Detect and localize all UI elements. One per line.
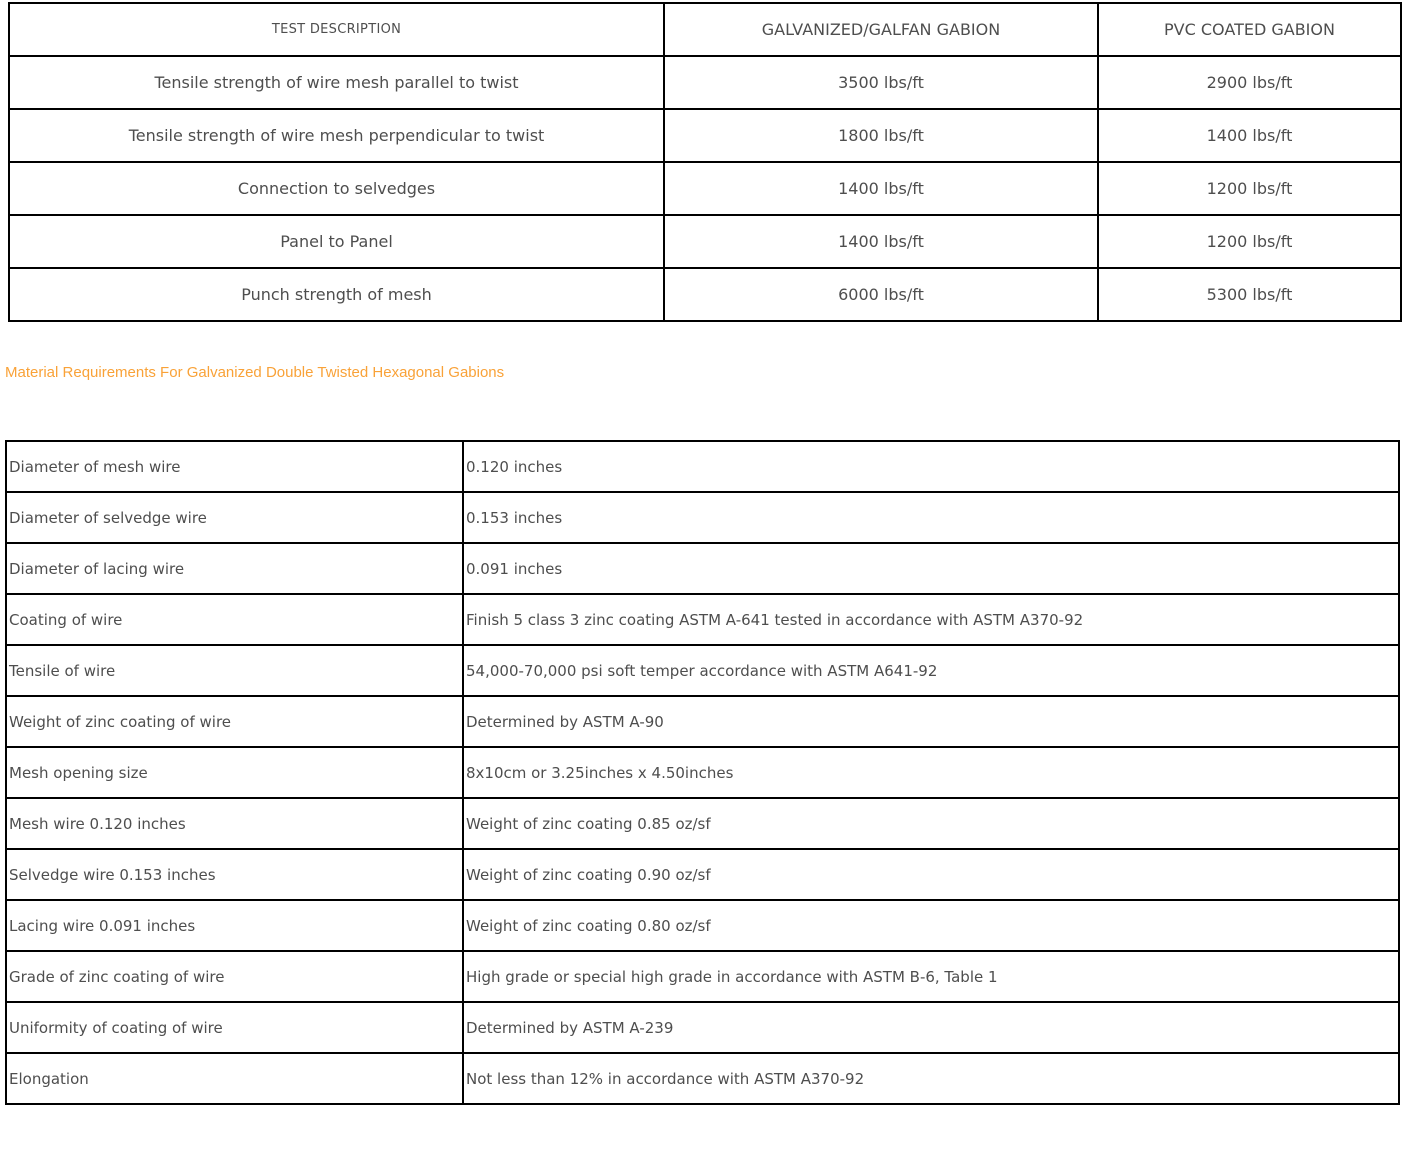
material-row [6,951,1399,1002]
test-row [9,215,1401,268]
material-value-cell: Not less than 12% in accordance with ASTM A370-92 [463,1053,1399,1104]
material-value-cell: 8x10cm or 3.25inches x 4.50inches [463,747,1399,798]
tests-header-galvanized: GALVANIZED/GALFAN GABION [664,3,1098,56]
test-row [9,162,1401,215]
tests-header-row [9,3,1401,56]
test-pvc-cell: 1200 lbs/ft [1098,162,1401,215]
material-property-cell: Lacing wire 0.091 inches [6,900,463,951]
material-property-cell: Grade of zinc coating of wire [6,951,463,1002]
material-property-cell: Uniformity of coating of wire [6,1002,463,1053]
material-row [6,747,1399,798]
material-value-cell: Weight of zinc coating 0.85 oz/sf [463,798,1399,849]
material-row [6,543,1399,594]
material-value-cell: 0.120 inches [463,441,1399,492]
material-row [6,441,1399,492]
section-heading: Material Requirements For Galvanized Double Twisted Hexagonal Gabions [5,364,505,381]
material-property-cell: Selvedge wire 0.153 inches [6,849,463,900]
material-value-cell: Weight of zinc coating 0.80 oz/sf [463,900,1399,951]
material-row [6,849,1399,900]
materials-table [5,440,1400,1105]
material-property-cell: Diameter of selvedge wire [6,492,463,543]
material-value-cell: 0.153 inches [463,492,1399,543]
material-row [6,1053,1399,1104]
material-value-cell: High grade or special high grade in accordance with ASTM B-6, Table 1 [463,951,1399,1002]
material-property-cell: Elongation [6,1053,463,1104]
test-pvc-cell: 1400 lbs/ft [1098,109,1401,162]
test-row [9,56,1401,109]
tests-header-pvc: PVC COATED GABION [1098,3,1401,56]
test-description-cell: Tensile strength of wire mesh perpendicular to twist [9,109,664,162]
material-value-cell: 0.091 inches [463,543,1399,594]
material-property-cell: Diameter of mesh wire [6,441,463,492]
material-value-cell: 54,000-70,000 psi soft temper accordance with ASTM A641-92 [463,645,1399,696]
material-value-cell: Weight of zinc coating 0.90 oz/sf [463,849,1399,900]
material-property-cell: Mesh opening size [6,747,463,798]
test-row [9,268,1401,321]
material-property-cell: Mesh wire 0.120 inches [6,798,463,849]
material-value-cell: Finish 5 class 3 zinc coating ASTM A-641 tested in accordance with ASTM A370-92 [463,594,1399,645]
test-pvc-cell: 1200 lbs/ft [1098,215,1401,268]
material-row [6,696,1399,747]
material-row [6,492,1399,543]
material-row [6,900,1399,951]
test-description-cell: Connection to selvedges [9,162,664,215]
test-description-cell: Punch strength of mesh [9,268,664,321]
test-description-cell: Tensile strength of wire mesh parallel to twist [9,56,664,109]
material-property-cell: Diameter of lacing wire [6,543,463,594]
test-galvanized-cell: 3500 lbs/ft [664,56,1098,109]
material-value-cell: Determined by ASTM A-239 [463,1002,1399,1053]
test-galvanized-cell: 1400 lbs/ft [664,215,1098,268]
material-row [6,798,1399,849]
test-galvanized-cell: 6000 lbs/ft [664,268,1098,321]
material-property-cell: Coating of wire [6,594,463,645]
material-property-cell: Weight of zinc coating of wire [6,696,463,747]
test-galvanized-cell: 1800 lbs/ft [664,109,1098,162]
test-galvanized-cell: 1400 lbs/ft [664,162,1098,215]
material-row [6,645,1399,696]
material-row [6,1002,1399,1053]
material-property-cell: Tensile of wire [6,645,463,696]
test-description-cell: Panel to Panel [9,215,664,268]
test-pvc-cell: 2900 lbs/ft [1098,56,1401,109]
test-row [9,109,1401,162]
tests-header-description: TEST DESCRIPTION [9,3,664,56]
material-value-cell: Determined by ASTM A-90 [463,696,1399,747]
tests-table [8,2,1402,322]
material-row [6,594,1399,645]
test-pvc-cell: 5300 lbs/ft [1098,268,1401,321]
